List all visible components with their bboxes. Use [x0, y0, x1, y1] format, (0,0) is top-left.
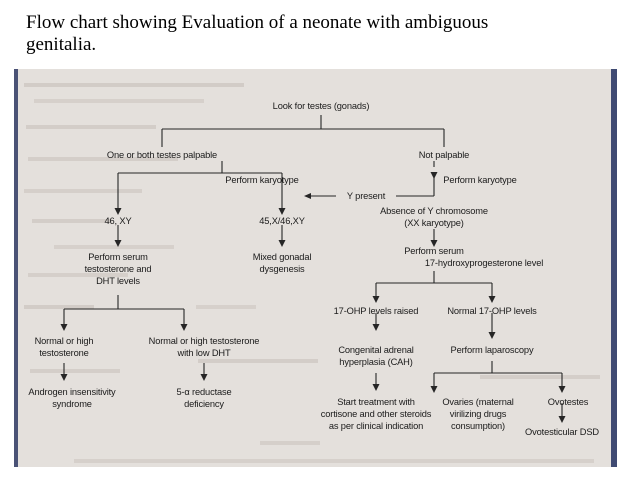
node-17ohp-raised: 17-OHP levels raised [333, 306, 419, 316]
flowchart-diagram [14, 69, 617, 467]
node-treatment-line1: Start treatment with [337, 397, 415, 407]
node-17ohp-normal: Normal 17-OHP levels [447, 306, 537, 316]
node-mixed-gonadal-line1: Mixed gonadal [252, 252, 312, 262]
node-45x-46xy: 45,X/46,XY [259, 216, 305, 226]
node-perform-karyotype-right: Perform karyotype [443, 175, 517, 185]
slide-title [26, 12, 616, 56]
node-serum-testosterone-line3: DHT levels [96, 276, 140, 286]
slide-title-line-2: genitalia. [26, 34, 97, 55]
node-normal-high-t-line1: Normal or high [34, 336, 94, 346]
node-high-t-low-dht-line2: with low DHT [177, 348, 231, 358]
node-serum-testosterone-line1: Perform serum [88, 252, 148, 262]
node-treatment-line3: as per clinical indication [328, 421, 424, 431]
node-y-present: Y present [346, 191, 386, 201]
node-46-xy: 46, XY [104, 216, 132, 226]
slide-title-line-1: Flow chart showing Evaluation of a neonate with ambiguous [26, 12, 489, 33]
node-5a-reductase-line1: 5-α reductase [176, 387, 232, 397]
node-serum-17ohp-line1: Perform serum [404, 246, 464, 256]
node-absence-y-line1: Absence of Y chromosome [380, 206, 488, 216]
node-absence-y-line2: (XX karyotype) [404, 218, 464, 228]
node-ovaries-line3: consumption) [450, 421, 506, 431]
arrow-heads [61, 172, 566, 423]
node-not-palpable: Not palpable [418, 150, 470, 160]
node-serum-testosterone-line2: testosterone and [84, 264, 152, 274]
node-normal-high-t-line2: testosterone [39, 348, 89, 358]
node-serum-17ohp-line2: 17-hydroxyprogesterone level [424, 258, 544, 268]
node-testes-palpable: One or both testes palpable [106, 150, 218, 160]
node-ovotestes: Ovotestes [547, 397, 589, 407]
node-ais-line1: Androgen insensitivity [28, 387, 116, 397]
node-look-for-testes: Look for testes (gonads) [272, 101, 370, 111]
node-treatment-line2: cortisone and other steroids [320, 409, 432, 419]
node-mixed-gonadal-line2: dysgenesis [259, 264, 305, 274]
node-cah-line2: hyperplasia (CAH) [339, 357, 413, 367]
node-ais-line2: syndrome [52, 399, 92, 409]
node-perform-laparoscopy: Perform laparoscopy [450, 345, 534, 355]
node-cah-line1: Congenital adrenal [338, 345, 414, 355]
node-5a-reductase-line2: deficiency [184, 399, 224, 409]
node-ovaries-line2: virilizing drugs [449, 409, 507, 419]
node-high-t-low-dht-line1: Normal or high testosterone [148, 336, 260, 346]
node-perform-karyotype-left: Perform karyotype [225, 175, 299, 185]
flowchart-photo [14, 69, 617, 467]
node-ovotesticular-dsd: Ovotesticular DSD [525, 427, 599, 437]
node-ovaries-line1: Ovaries (maternal [442, 397, 514, 407]
